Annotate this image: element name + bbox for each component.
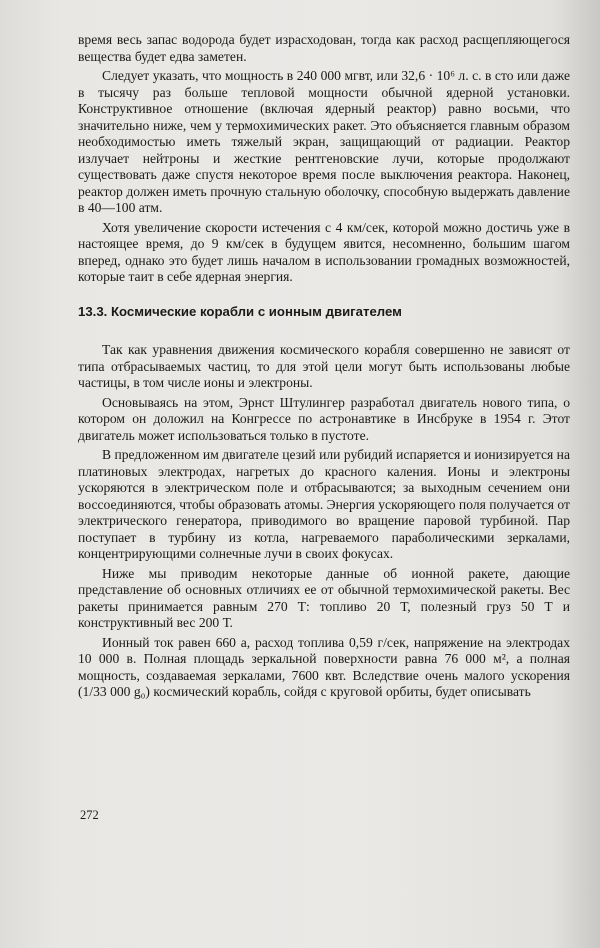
paragraph-stuhlinger: Основываясь на этом, Эрнст Штулингер разработал двигатель нового типа, о котором он доложил на Конгрессе по астронавтике в Инсбруке в 1954 г. Этот двигатель может использоваться только в пустоте.	[78, 394, 570, 443]
paragraph-continued: время весь запас водорода будет израсходован, тогда как расход расщепляющегося вещества будет едва заметен.	[78, 32, 570, 64]
paragraph-ion-current: Ионный ток равен 660 а, расход топлива 0,59 г/сек, напряжение на электродах 10 000 в. Полная площадь зеркальной поверхности равна 76 000 м², а полная мощность, создаваемая зеркалами, 7600 квт. Вследствие очень малого ускорения (1/33 000 g₀) космический корабль, сойдя с круговой орбиты, будет описывать	[78, 634, 570, 699]
paragraph-engine-description: В предложенном им двигателе цезий или рубидий испаряется и ионизируется на платиновых электродах, нагретых до красного каления. Ионы и электроны ускоряются в электрическом поле и отбрасываются; за выходным сечением они воссоединяются, чтобы образовать атомы. Энергия ускоряющего поля получается от электрического генератора, приводимого во вращение паровой турбиной. Пар поступает в турбину из котла, нагреваемого параболическими зеркалами, концентрирующими солнечные лучи в своих фокусах.	[78, 447, 570, 561]
paragraph-exhaust-velocity: Хотя увеличение скорости истечения с 4 км/сек, которой можно достичь уже в настоящее время, до 9 км/сек в будущем явится, несомненно, большим шагом вперед, однако это будет лишь началом в использовании громадных возможностей, которые таит в себе ядерная энергия.	[78, 219, 570, 284]
page-number: 272	[80, 808, 99, 822]
text-column	[78, 32, 570, 701]
paragraph-reactor-power: Следует указать, что мощность в 240 000 мгвт, или 32,6 · 10⁶ л. с. в сто или даже в тысячу раз больше тепловой мощности обычной ядерной установки. Конструктивное отношение (включая ядерный реактор) равно восьми, что значительно ниже, чем у термохимических ракет. Это объясняется главным образом необходимостью иметь тяжелый экран, защищающий от радиации. Реактор излучает нейтроны и жесткие рентгеновские лучи, которые продолжают существовать даже спустя некоторое время после выключения реактора. Наконец, реактор должен иметь прочную стальную оболочку, способную выдержать давление в 40—100 атм.	[78, 68, 570, 215]
paragraph-equations-of-motion: Так как уравнения движения космического корабля совершенно не зависят от типа отбрасываемых частиц, то для этой цели могут быть использованы любые частицы, в том числе ионы и электроны.	[78, 342, 570, 390]
section-heading: 13.3. Космические корабли с ионным двигателем	[78, 303, 402, 319]
paragraph-ion-rocket-data: Ниже мы приводим некоторые данные об ионной ракете, дающие представление об основных отличиях ее от обычной термохимической ракеты. Вес ракеты принимается равным 270 Т: топливо 20 Т, полезный груз 50 Т и конструктивный вес 200 Т.	[78, 565, 570, 630]
